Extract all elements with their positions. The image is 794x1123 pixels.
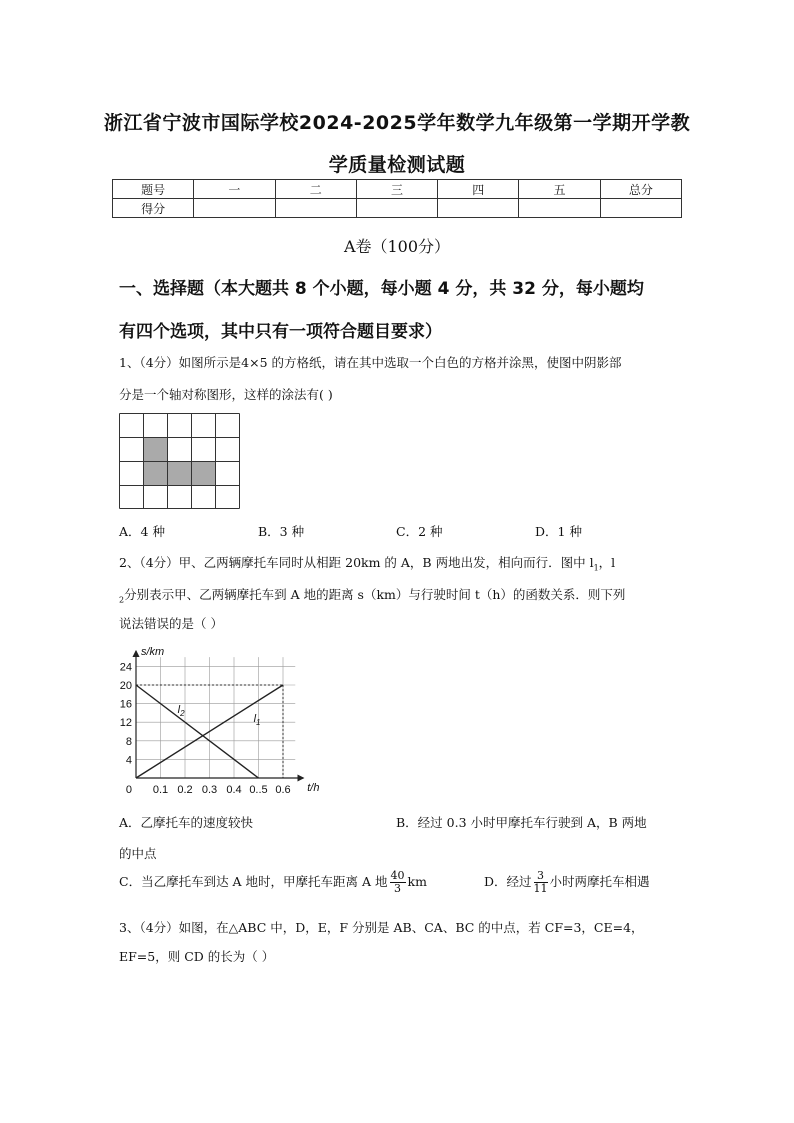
- document-title-line2: 学质量检测试题: [328, 154, 466, 176]
- score-input-cell[interactable]: [600, 199, 681, 218]
- y-tick-label: 20: [119, 680, 132, 692]
- y-tick-label: 24: [119, 661, 132, 674]
- table-cell: 总分: [600, 180, 681, 199]
- score-table-score-row: [113, 199, 682, 218]
- x-tick-label: 0.3: [201, 784, 218, 796]
- q2-text-line3: 说法错误的是（ ）: [119, 616, 223, 631]
- q2-option-d-text: D．经过: [484, 874, 532, 889]
- q2-text-line1-mid: ，l: [598, 555, 616, 570]
- part1-heading-line1: 一、选择题（本大题共 8 个小题，每小题 4 分，共 32 分，每小题均: [119, 279, 644, 299]
- y-tick-label: 16: [119, 698, 132, 711]
- fraction-denominator: 3: [394, 882, 402, 895]
- series-line-l2: [136, 685, 259, 778]
- x-tick-label: 0..5: [249, 784, 268, 796]
- q1-option-d[interactable]: D．1 种: [535, 524, 582, 539]
- q2-text-line1: [119, 554, 679, 577]
- y-tick-label: 4: [125, 754, 132, 767]
- x-tick-label: 0.2: [177, 784, 193, 796]
- x-tick-label: 0.4: [226, 784, 242, 796]
- x-tick-label: 0.1: [152, 784, 169, 796]
- shaded-cell: [191, 461, 215, 485]
- section-a-heading: A卷（100分）: [343, 237, 451, 256]
- table-cell: 二: [275, 180, 356, 199]
- q2-sub2: 2: [119, 595, 125, 605]
- score-input-cell[interactable]: [356, 199, 437, 218]
- q1-grid-figure: [119, 413, 241, 510]
- q2-option-d[interactable]: [484, 870, 684, 895]
- table-cell: 四: [438, 180, 519, 199]
- table-cell: 五: [519, 180, 600, 199]
- table-cell: 一: [194, 180, 275, 199]
- q2-text-line1-main: 2、（4分）甲、乙两辆摩托车同时从相距 20km 的 A，B 两地出发，相向而行．图中 l: [119, 555, 594, 570]
- q2-option-a[interactable]: A．乙摩托车的速度较快: [119, 815, 254, 830]
- fraction: [390, 870, 406, 895]
- score-input-cell[interactable]: [275, 199, 356, 218]
- series-label-l2: $l_2$: [177, 703, 185, 718]
- q2-text-line2: [119, 586, 679, 609]
- y-tick-label: 12: [119, 717, 132, 730]
- score-input-cell[interactable]: [194, 199, 275, 218]
- score-input-cell[interactable]: [438, 199, 519, 218]
- q3-text-line1: 3、（4分）如图，在△ABC 中，D，E，F 分别是 AB、CA、BC 的中点，若 CF=3，CE=4，: [119, 920, 644, 935]
- x-tick-label: 0.6: [275, 784, 291, 796]
- q2-option-c-unit: km: [407, 874, 427, 889]
- table-cell: 题号: [113, 180, 194, 199]
- fraction-denominator: 11: [533, 882, 548, 895]
- q1-text-line1: 1、（4分）如图所示是4×5 的方格纸，请在其中选取一个白色的方格并涂黑，使图中阴影部: [119, 355, 622, 370]
- q2-option-d-text-end: 小时两摩托车相遇: [549, 874, 650, 889]
- fraction: [534, 870, 548, 895]
- y-tick-label: 8: [125, 735, 132, 748]
- table-cell: 三: [356, 180, 437, 199]
- q1-option-c[interactable]: C．2 种: [396, 524, 443, 539]
- q3-text-line2: EF=5，则 CD 的长为（ ）: [119, 949, 275, 964]
- document-title-line1: 浙江省宁波市国际学校2024-2025学年数学九年级第一学期开学教: [103, 112, 691, 134]
- q2-option-c-text: C．当乙摩托车到达 A 地时，甲摩托车距离 A 地: [119, 874, 388, 889]
- x-axis-label: t/h: [307, 782, 320, 794]
- fraction-numerator: 40: [390, 869, 405, 882]
- fraction-numerator: 3: [534, 870, 548, 883]
- score-table: [112, 179, 682, 218]
- q2-line-chart: [114, 645, 324, 805]
- table-cell: 得分: [113, 199, 194, 218]
- q1-text-line2: 分是一个轴对称图形，这样的涂法有( ): [119, 387, 333, 402]
- y-axis-label: s/km: [141, 646, 165, 659]
- q2-text-line2-main: 分别表示甲、乙两辆摩托车到 A 地的距离 s（km）与行驶时间 t（h）的函数关系．则下列: [124, 587, 626, 602]
- score-table-header-row: [113, 180, 682, 199]
- origin-label: 0: [125, 784, 132, 796]
- q2-option-b-cont: 的中点: [119, 846, 157, 861]
- shaded-cell: [167, 461, 191, 485]
- q1-option-b[interactable]: B．3 种: [258, 524, 305, 539]
- part1-heading-line2: 有四个选项，其中只有一项符合题目要求）: [119, 322, 442, 342]
- shaded-cell: [143, 461, 167, 485]
- q1-option-a[interactable]: A．4 种: [119, 524, 165, 539]
- q2-sub1: 1: [593, 563, 599, 573]
- series-label-l1: $l_1$: [253, 713, 261, 728]
- shaded-cell: [143, 437, 167, 461]
- score-input-cell[interactable]: [519, 199, 600, 218]
- q2-option-b[interactable]: B．经过 0.3 小时甲摩托车行驶到 A，B 两地: [396, 815, 647, 830]
